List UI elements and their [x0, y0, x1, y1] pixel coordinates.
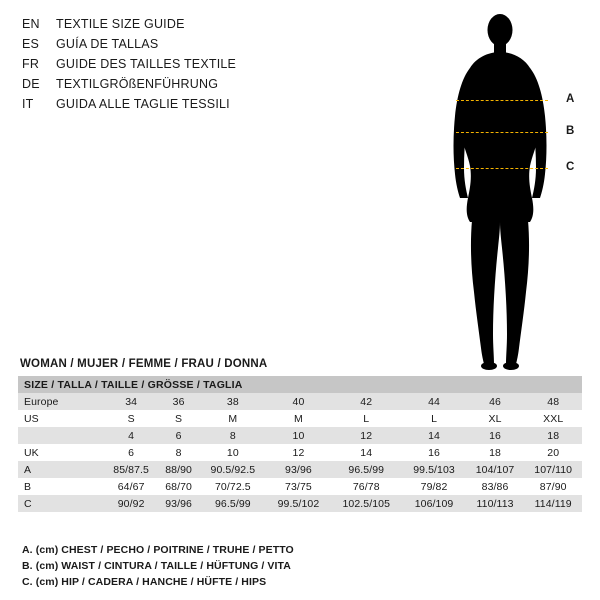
row-label-b: B: [24, 480, 32, 493]
cell: 107/110: [534, 463, 573, 476]
cell: 110/113: [476, 497, 514, 510]
table-row-us-numeric: [18, 427, 582, 444]
row-label-a: A: [24, 463, 32, 476]
cell: M: [228, 412, 238, 425]
cell: 14: [428, 429, 440, 442]
cell: 14: [360, 446, 373, 459]
note-b: B. (cm) WAIST / CINTURA / TAILLE / HÜFTUNG / VITA: [22, 560, 291, 572]
cell: 64/67: [117, 480, 145, 493]
table-row-c: [18, 495, 582, 512]
language-text-fr: GUIDE DES TAILLES TEXTILE: [56, 57, 237, 71]
size-table-section: [18, 358, 582, 512]
table-header-row: [18, 376, 582, 393]
cell: 70/72.5: [214, 480, 251, 493]
cell: 12: [292, 446, 305, 459]
cell: 12: [360, 429, 373, 442]
size-table: [18, 376, 582, 512]
language-code-es: ES: [22, 37, 40, 51]
measure-label-c: C: [566, 161, 575, 173]
row-label-europe: Europe: [24, 395, 59, 408]
cell: 6: [175, 429, 182, 442]
language-row-de: [22, 74, 322, 94]
cell: 93/96: [165, 497, 192, 510]
cell: 99.5/103: [413, 463, 455, 476]
cell: 36: [172, 395, 185, 408]
cell: M: [294, 412, 303, 425]
cell: 90.5/92.5: [210, 463, 256, 476]
language-code-it: IT: [22, 97, 34, 111]
note-c: C. (cm) HIP / CADERA / HANCHE / HÜFTE / HIPS: [22, 576, 267, 588]
cell: 10: [226, 446, 239, 459]
female-body-silhouette-icon: [400, 8, 600, 373]
language-row-en: [22, 14, 322, 34]
cell: 102.5/105: [342, 497, 391, 510]
cell: 20: [547, 446, 560, 459]
measure-line-b: [456, 132, 548, 133]
language-text-en: TEXTILE SIZE GUIDE: [56, 17, 185, 31]
language-text-es: GUÍA DE TALLAS: [56, 37, 159, 51]
language-code-fr: FR: [22, 57, 40, 71]
cell: 38: [226, 395, 239, 408]
language-code-en: EN: [22, 17, 40, 31]
cell: 96.5/99: [348, 463, 385, 476]
language-row-fr: [22, 54, 322, 74]
cell: 104/107: [475, 463, 515, 476]
language-row-es: [22, 34, 322, 54]
cell: 6: [128, 446, 135, 459]
cell: 8: [175, 446, 182, 459]
language-text-it: GUIDA ALLE TAGLIE TESSILI: [56, 97, 230, 111]
table-row-uk: [18, 444, 582, 461]
cell: 99.5/102: [277, 497, 320, 510]
table-row-us: [18, 410, 582, 427]
cell: XXL: [543, 412, 564, 425]
language-code-de: DE: [22, 77, 40, 91]
cell: 87/90: [539, 480, 567, 493]
cell: XL: [488, 412, 502, 425]
table-row-b: [18, 478, 582, 495]
note-a: A. (cm) CHEST / PECHO / POITRINE / TRUHE / PETTO: [22, 544, 294, 556]
cell: 79/82: [420, 480, 448, 493]
measure-line-c: [456, 168, 548, 169]
cell: 40: [292, 395, 305, 408]
cell: 96.5/99: [214, 497, 251, 510]
cell: 85/87.5: [113, 463, 149, 476]
cell: L: [431, 412, 438, 425]
cell: 4: [128, 429, 135, 442]
table-row-a: [18, 461, 582, 478]
language-text-de: TEXTILGRÖßENFÜHRUNG: [56, 77, 219, 91]
cell: 106/109: [414, 497, 454, 510]
cell: 90/92: [117, 497, 145, 510]
cell: S: [175, 412, 183, 425]
table-caption: WOMAN / MUJER / FEMME / FRAU / DONNA: [20, 358, 268, 370]
cell: 18: [547, 429, 560, 442]
measure-label-b: B: [566, 125, 575, 137]
row-label-us: US: [24, 412, 39, 425]
cell: 42: [360, 395, 373, 408]
cell: 48: [547, 395, 560, 408]
row-label-us-numeric: [18, 427, 104, 444]
measure-label-a: A: [566, 93, 575, 105]
measure-line-a: [456, 100, 548, 101]
row-label-c: C: [24, 497, 32, 510]
cell: 83/86: [481, 480, 509, 493]
cell: 10: [292, 429, 305, 442]
language-header-block: [22, 14, 322, 114]
table-row-europe: [18, 393, 582, 410]
cell: 16: [489, 429, 501, 442]
table-header-label: SIZE / TALLA / TAILLE / GRÖSSE / TAGLIA: [24, 378, 243, 391]
measurement-notes: [22, 542, 442, 590]
cell: 34: [125, 395, 138, 408]
cell: 18: [489, 446, 501, 459]
cell: 73/75: [285, 480, 312, 493]
cell: 46: [489, 395, 501, 408]
cell: 44: [428, 395, 440, 408]
cell: 16: [428, 446, 440, 459]
cell: S: [127, 412, 135, 425]
cell: 68/70: [165, 480, 192, 493]
cell: 76/78: [352, 480, 380, 493]
cell: 114/119: [534, 497, 572, 510]
cell: 88/90: [165, 463, 192, 476]
body-figure-area: [400, 8, 600, 373]
cell: L: [363, 412, 370, 425]
cell: 8: [229, 429, 236, 442]
row-label-uk: UK: [24, 446, 39, 459]
cell: 93/96: [285, 463, 312, 476]
language-row-it: [22, 94, 322, 114]
